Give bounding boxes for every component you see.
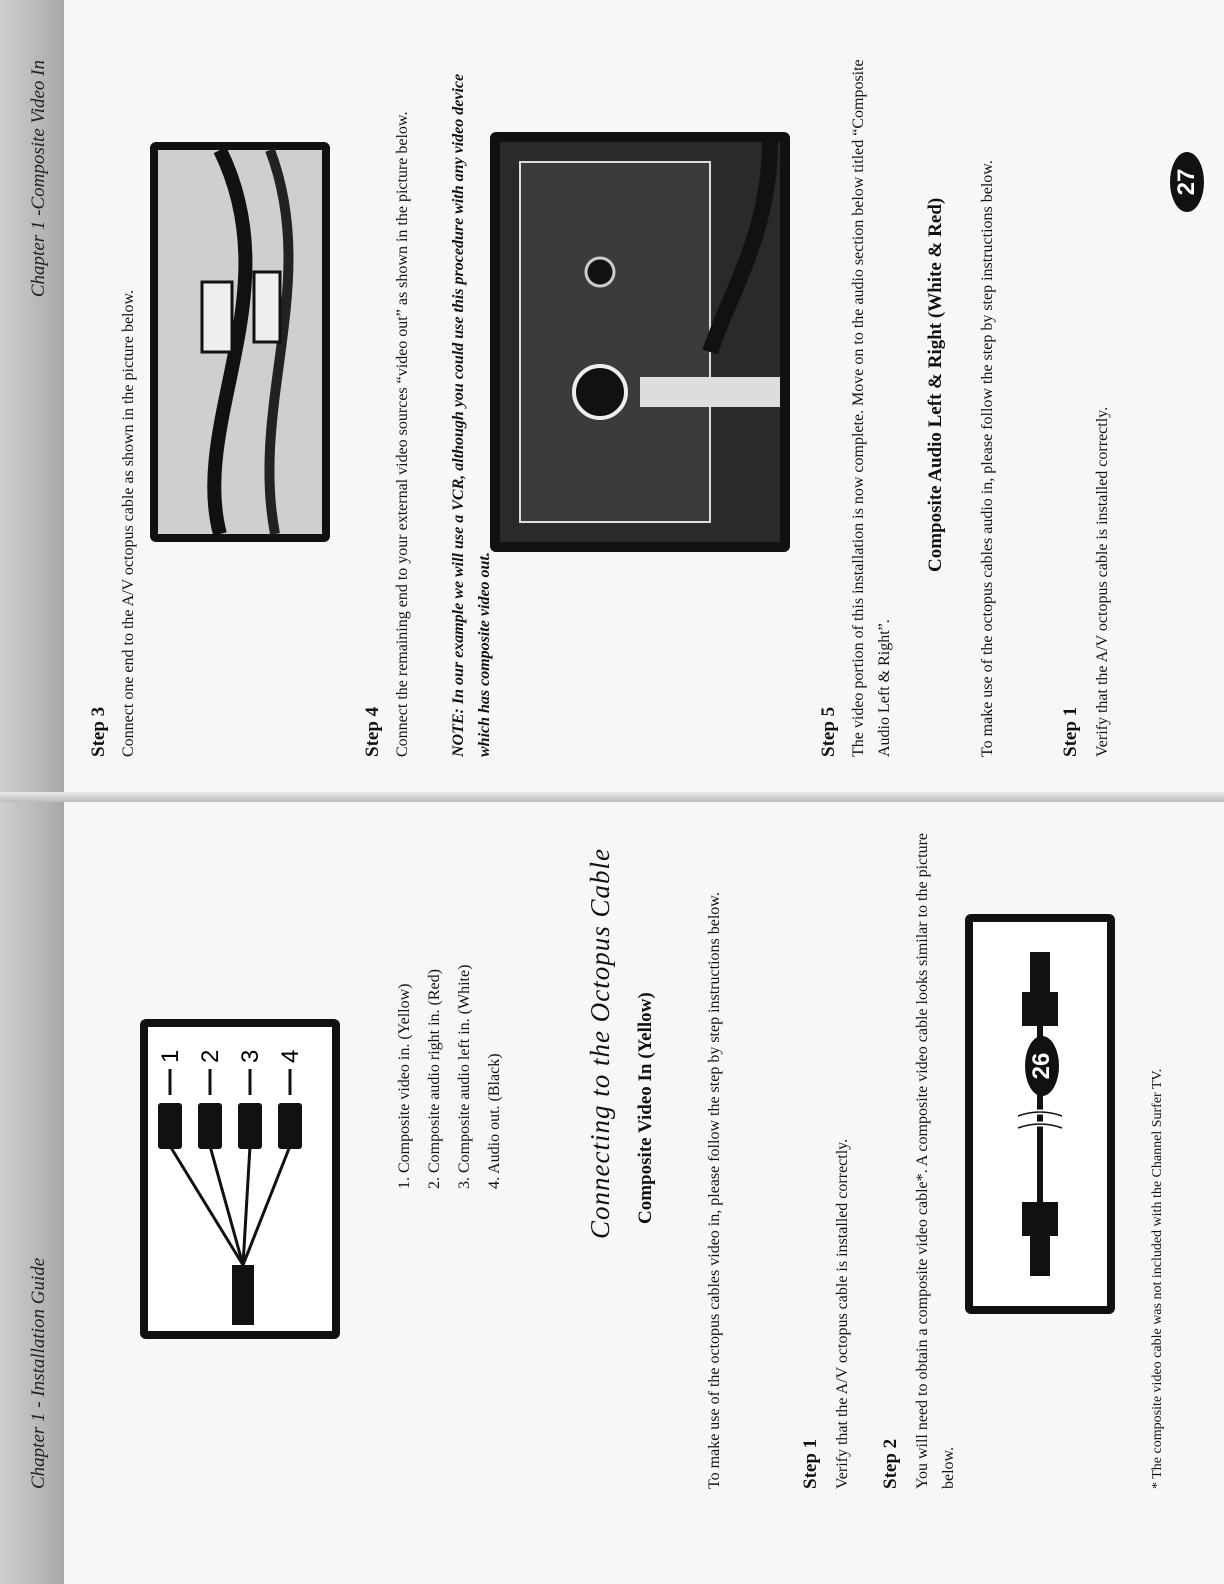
step-1-text: Verify that the A/V octopus cable is installed correctly.: [834, 1138, 851, 1489]
svg-text:4: 4: [277, 1049, 304, 1063]
photo-vcr-connection: [490, 132, 790, 552]
svg-text:1: 1: [157, 1049, 184, 1063]
list-item: 1. Composite video in. (Yellow): [396, 983, 413, 1189]
chapter-header: Chapter 1 -Composite Video In: [28, 60, 49, 298]
step-5-title: Step 5: [818, 706, 839, 757]
page-number-27: 27: [1170, 152, 1204, 212]
cable-photo-icon: [150, 142, 330, 542]
note-text: NOTE: In our example we will use a VCR, although you could use this procedure with any video device which has composite video out.: [450, 73, 493, 757]
footnote: * The composite video cable was not included with the Channel Surfer TV.: [1150, 1068, 1165, 1489]
audio-step-1-text: Verify that the A/V octopus cable is installed correctly.: [1094, 406, 1111, 757]
list-item: 3. Composite audio left in. (White): [456, 964, 473, 1189]
photo-octopus-connection: [150, 142, 330, 542]
octopus-cable-icon: [148, 1027, 332, 1331]
video-cable-figure: [965, 914, 1115, 1314]
audio-section-title: Composite Audio Left & Right (White & Red): [925, 197, 946, 572]
vcr-photo-icon: [490, 132, 790, 552]
step-5-text: The video portion of this installation is now complete. Move on to the audio section below titled “Composite Audio Left & Right”.: [850, 59, 893, 757]
step-2-text: You will need to obtain a composite video cable*. A composite video cable looks similar to the picture below.: [914, 832, 957, 1489]
step-4-text: Connect the remaining end to your external video sources “video out” as shown in the picture below.: [394, 111, 411, 757]
chapter-header: Chapter 1 - Installation Guide: [28, 1257, 49, 1489]
step-2-title: Step 2: [880, 1438, 901, 1489]
audio-intro-text: To make use of the octopus cables audio in, please follow the step by step instructions below.: [979, 160, 996, 757]
subsection-title: Composite Video In (Yellow): [635, 992, 656, 1224]
audio-step-1-title: Step 1: [1060, 706, 1081, 757]
step-3-title: Step 3: [88, 706, 109, 757]
page-number-26: 26: [1025, 1036, 1059, 1096]
section-title: Connecting to the Octopus Cable: [585, 848, 615, 1239]
list-item: 4. Audio out. (Black): [486, 1053, 503, 1189]
step-1-title: Step 1: [800, 1438, 821, 1489]
connector-list: [390, 965, 510, 1189]
svg-text:2: 2: [197, 1049, 224, 1063]
intro-text: To make use of the octopus cables video in, please follow the step by step instructions below.: [706, 892, 723, 1489]
video-cable-icon: [973, 922, 1107, 1306]
octopus-cable-figure: [140, 1019, 340, 1339]
step-4-title: Step 4: [362, 706, 383, 757]
svg-text:3: 3: [237, 1049, 264, 1063]
page-26: [0, 792, 1224, 1584]
step-3-text: Connect one end to the A/V octopus cable as shown in the picture below.: [120, 289, 137, 757]
list-item: 2. Composite audio right in. (Red): [426, 969, 443, 1189]
